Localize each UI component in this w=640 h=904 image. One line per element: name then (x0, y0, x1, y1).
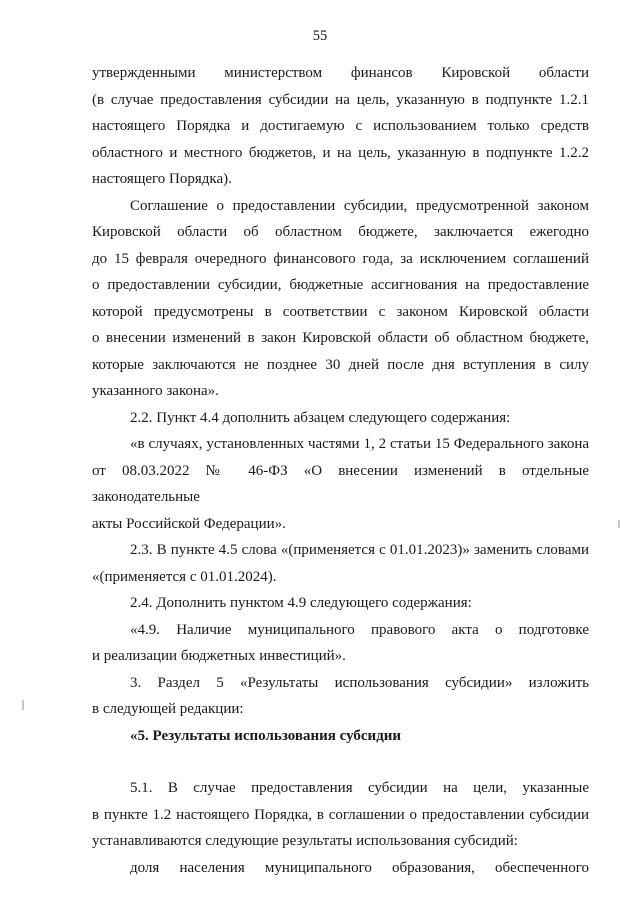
text-line: о внесении изменений в закон Кировской области об областном бюджете, (92, 330, 589, 346)
text-line: которые заключаются не позднее 30 дней после дня вступления в силу (92, 356, 589, 373)
paragraph-7 (92, 617, 589, 670)
text-line: до 15 февраля очередного финансового года, за исключением соглашений (92, 250, 589, 267)
page-number: 55 (312, 28, 328, 44)
scan-artifact (618, 520, 620, 528)
scan-artifact (22, 700, 24, 710)
text-line: «(применяется с 01.01.2024). (92, 568, 277, 585)
text-line: Кировской области об областном бюджете, заключается ежегодно (92, 224, 589, 240)
text-line: «в случаях, установленных частями 1, 2 статьи 15 Федерального закона (130, 436, 589, 452)
text-line: в пункте 1.2 настоящего Порядка, в соглашении о предоставлении субсидии (92, 806, 589, 823)
paragraph-3: 2.2. Пункт 4.4 дополнить абзацем следующего содержания: (130, 409, 511, 426)
paragraph-6: 2.4. Дополнить пунктом 4.9 следующего содержания: (130, 595, 472, 611)
text-line: в следующей редакции: (92, 701, 244, 717)
text-line: и реализации бюджетных инвестиций». (92, 648, 346, 664)
section-heading: «5. Результаты использования субсидии (130, 727, 402, 744)
text-line: от 08.03.2022 № 46-ФЗ «О внесении изменений в отдельные законодательные (92, 462, 589, 505)
text-line: «4.9. Наличие муниципального правового акта о подготовке (130, 621, 589, 638)
text-line: указанного закона». (92, 383, 219, 399)
document-body (92, 60, 589, 881)
paragraph-1 (92, 60, 589, 193)
text-line: о предоставлении субсидии, бюджетные ассигнования на предоставление (92, 277, 589, 293)
text-line: (в случае предоставления субсидии на цель, указанную в подпункте 1.2.1 (92, 91, 589, 108)
paragraph-5 (92, 537, 589, 590)
text-line: 5.1. В случае предоставления субсидии на цели, указанные (130, 780, 589, 796)
paragraph-2 (92, 193, 589, 405)
paragraph-4 (92, 431, 589, 537)
text-line: доля населения муниципального образования, обеспеченного (130, 859, 589, 876)
text-line: утвержденными министерством финансов Кировской области (92, 65, 589, 81)
text-line: настоящего Порядка). (92, 171, 232, 187)
text-line: акты Российской Федерации». (92, 515, 286, 532)
text-line: 3. Раздел 5 «Результаты использования субсидии» изложить (130, 674, 589, 691)
text-line: которой предусмотрены в соответствии с законом Кировской области (92, 303, 589, 320)
blank-line (92, 749, 589, 775)
text-line: Соглашение о предоставлении субсидии, предусмотренной законом (130, 197, 589, 214)
paragraph-9 (92, 775, 589, 855)
paragraph-10 (92, 855, 589, 882)
text-line: областного и местного бюджетов, и на цель, указанную в подпункте 1.2.2 (92, 144, 589, 161)
text-line: устанавливаются следующие результаты использования субсидий: (92, 833, 518, 849)
paragraph-8 (92, 670, 589, 723)
text-line: 2.3. В пункте 4.5 слова «(применяется с 01.01.2023)» заменить словами (130, 542, 589, 558)
text-line: настоящего Порядка и достигаемую с использованием только средств (92, 118, 589, 134)
